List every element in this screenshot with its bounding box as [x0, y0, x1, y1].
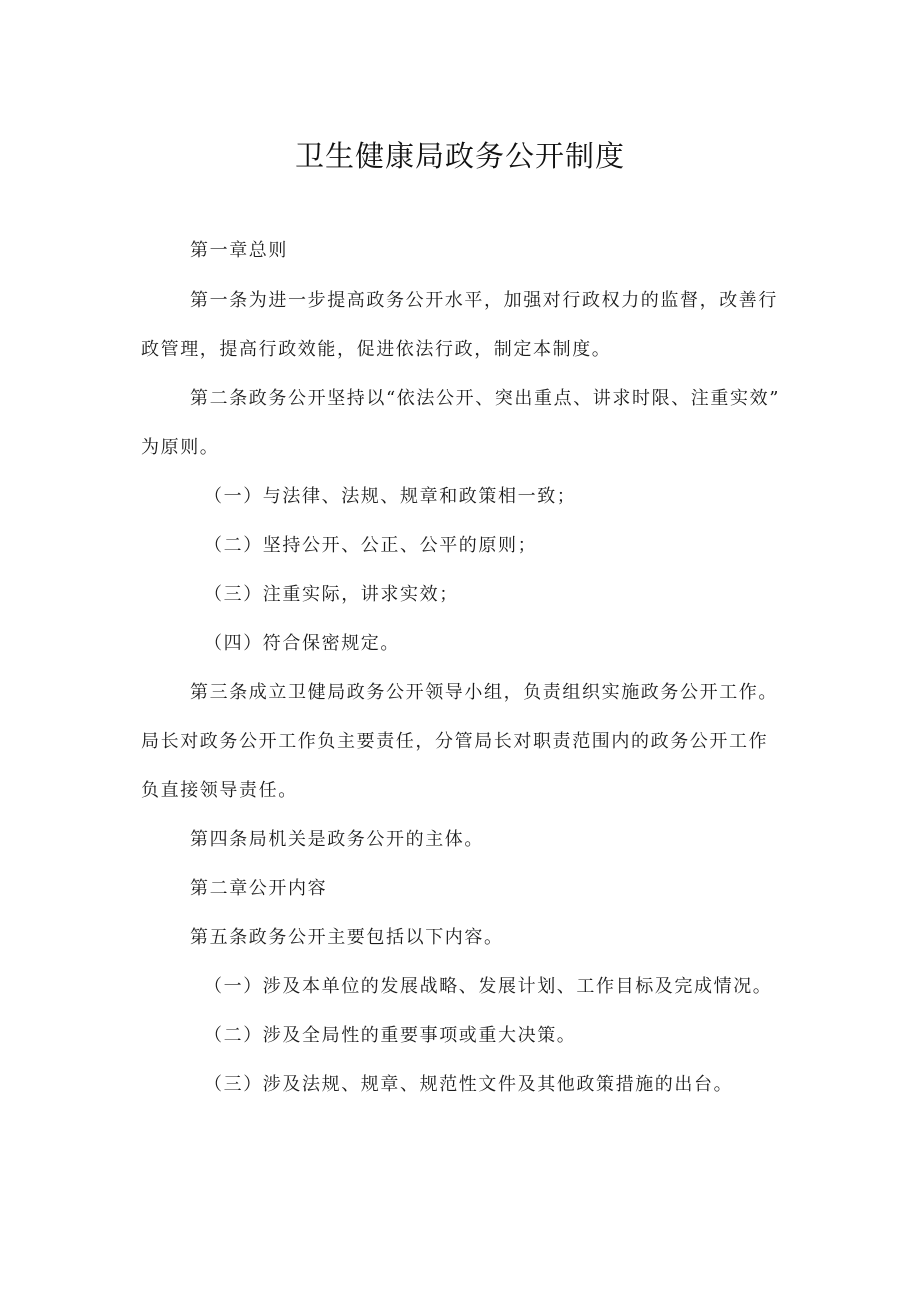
article-1-line-2: 政管理，提高行政效能，促进依法行政，制定本制度。	[141, 339, 612, 360]
article-4: 第四条局机关是政务公开的主体。	[190, 829, 484, 850]
article-3-line-2: 局长对政务公开工作负主要责任，分管局长对职责范围内的政务公开工作	[141, 731, 769, 752]
chapter-heading-2: 第二章公开内容	[190, 878, 328, 899]
article-1-line-1: 第一条为进一步提高政务公开水平，加强对行政权力的监督，改善行	[190, 290, 778, 311]
article-2-line-2: 为原则。	[141, 437, 220, 458]
document-title: 卫生健康局政务公开制度	[294, 139, 625, 173]
article-5: 第五条政务公开主要包括以下内容。	[190, 927, 504, 948]
article-5-item-3: （三）涉及法规、规章、规范性文件及其他政策措施的出台。	[204, 1074, 734, 1095]
article-3-line-1: 第三条成立卫健局政务公开领导小组，负责组织实施政务公开工作。	[190, 682, 778, 703]
article-2-item-3: （三）注重实际，讲求实效；	[204, 584, 459, 605]
article-2-line-1: 第二条政务公开坚持以“依法公开、突出重点、讲求时限、注重实效”	[190, 388, 781, 409]
article-5-item-1: （一）涉及本单位的发展战略、发展计划、工作目标及完成情况。	[204, 976, 773, 997]
chapter-heading-1: 第一章总则	[190, 240, 288, 261]
article-3-line-3: 负直接领导责任。	[141, 780, 298, 801]
article-2-item-1: （一）与法律、法规、规章和政策相一致；	[204, 486, 577, 507]
article-2-item-2: （二）坚持公开、公正、公平的原则；	[204, 535, 538, 556]
article-5-item-2: （二）涉及全局性的重要事项或重大决策。	[204, 1025, 577, 1046]
article-2-item-4: （四）符合保密规定。	[204, 633, 400, 654]
